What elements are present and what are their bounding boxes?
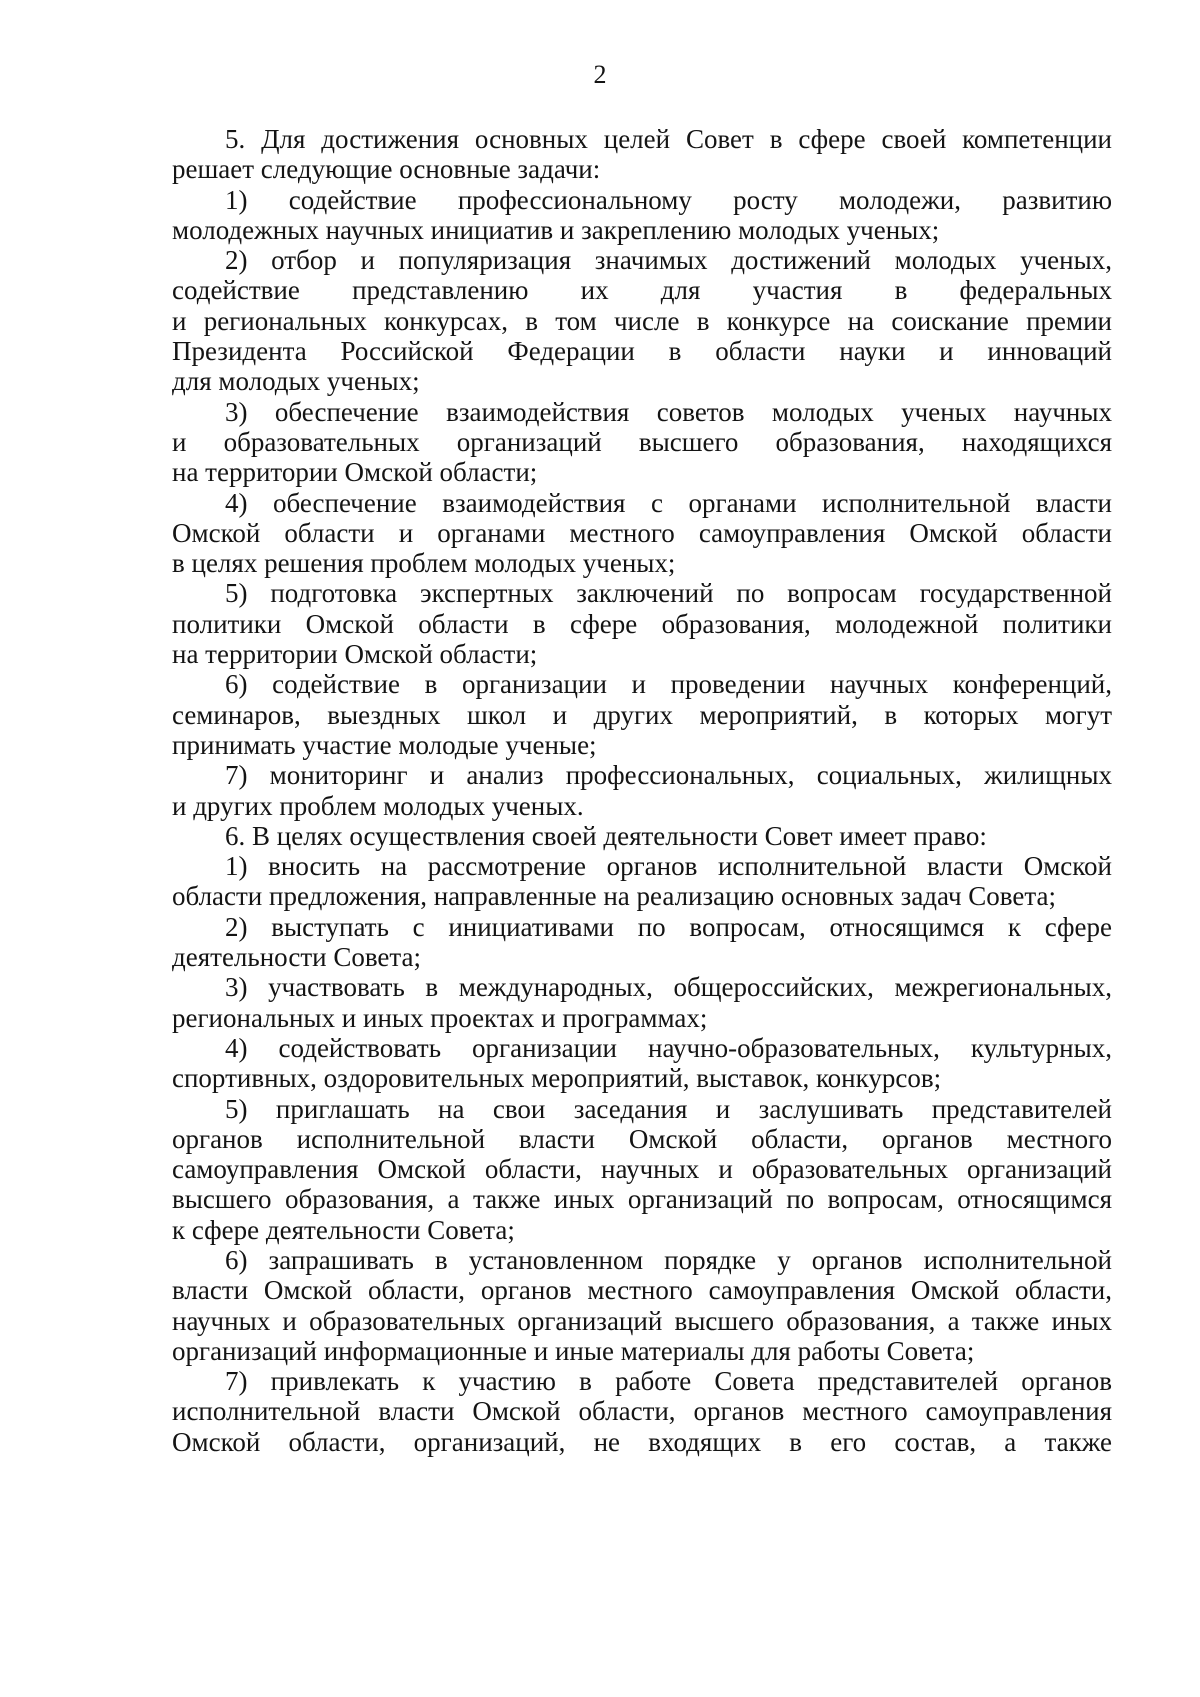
text-line: области предложения, направленные на реализацию основных задач Совета;	[172, 881, 1056, 912]
text-line: исполнительной власти Омской области, органов местного самоуправления	[172, 1396, 1112, 1427]
clause-5-item-6	[172, 669, 1112, 760]
document-body	[172, 124, 1112, 1457]
text-line: принимать участие молодые ученые;	[172, 729, 597, 760]
text-line: для молодых ученых;	[172, 366, 420, 397]
text-line: 2) отбор и популяризация значимых достижений молодых ученых,	[225, 245, 1112, 276]
text-line: в целях решения проблем молодых ученых;	[172, 548, 676, 579]
text-line: 2) выступать с инициативами по вопросам, относящимся к сфере	[225, 911, 1112, 942]
text-line: семинаров, выездных школ и других мероприятий, в которых могут	[172, 699, 1112, 730]
text-line: к сфере деятельности Совета;	[172, 1214, 515, 1245]
text-line: и региональных конкурсах, в том числе в конкурсе на соискание премии	[172, 305, 1112, 336]
text-line: научных и образовательных организаций высшего образования, а также иных	[172, 1305, 1112, 1336]
text-line: организаций информационные и иные материалы для работы Совета;	[172, 1335, 975, 1366]
text-line: 5) приглашать на свои заседания и заслушивать представителей	[225, 1093, 1112, 1124]
clause-5-intro	[172, 124, 1112, 185]
text-line: молодежных научных инициатив и закреплению молодых ученых;	[172, 214, 940, 245]
clause-6-item-3	[172, 972, 1112, 1033]
clause-5-item-3	[172, 397, 1112, 488]
clause-5-item-7	[172, 760, 1112, 821]
text-line: политики Омской области в сфере образования, молодежной политики	[172, 608, 1112, 639]
text-line: деятельности Совета;	[172, 942, 422, 973]
clause-5-item-2	[172, 245, 1112, 396]
text-line: 6) содействие в организации и проведении научных конференций,	[225, 669, 1112, 700]
clause-6-item-1	[172, 851, 1112, 912]
text-line: 1) вносить на рассмотрение органов исполнительной власти Омской	[225, 851, 1112, 882]
text-line: региональных и иных проектах и программах;	[172, 1002, 708, 1033]
text-line: Президента Российской Федерации в области науки и инноваций	[172, 336, 1112, 367]
text-line: 4) обеспечение взаимодействия с органами исполнительной власти	[225, 487, 1112, 518]
text-line: 1) содействие профессиональному росту молодежи, развитию	[225, 184, 1112, 215]
text-line: 5. Для достижения основных целей Совет в сфере своей компетенции	[225, 124, 1112, 154]
text-line: спортивных, оздоровительных мероприятий, выставок, конкурсов;	[172, 1063, 942, 1094]
clause-6-item-2	[172, 912, 1112, 973]
text-line: Омской области и органами местного самоуправления Омской области	[172, 517, 1112, 548]
text-line: и других проблем молодых ученых.	[172, 790, 584, 821]
clause-5-item-5	[172, 578, 1112, 669]
text-line: и образовательных организаций высшего образования, находящихся	[172, 426, 1112, 457]
text-line: органов исполнительной власти Омской области, органов местного	[172, 1123, 1112, 1154]
clause-6-item-6	[172, 1245, 1112, 1366]
text-line: 6) запрашивать в установленном порядке у органов исполнительной	[225, 1244, 1112, 1275]
clause-5-item-1	[172, 185, 1112, 246]
text-line: 7) мониторинг и анализ профессиональных, социальных, жилищных	[225, 760, 1112, 791]
text-line: 3) участвовать в международных, общероссийских, межрегиональных,	[225, 972, 1112, 1003]
text-line: 3) обеспечение взаимодействия советов молодых ученых научных	[225, 396, 1112, 427]
clause-6-item-4	[172, 1033, 1112, 1094]
text-line: 6. В целях осуществления своей деятельности Совет имеет право:	[225, 820, 987, 851]
text-line: Омской области, организаций, не входящих в его состав, а также	[172, 1426, 1112, 1457]
text-line: самоуправления Омской области, научных и образовательных организаций	[172, 1154, 1112, 1185]
text-line: 7) привлекать к участию в работе Совета представителей органов	[225, 1366, 1112, 1397]
text-line: решает следующие основные задачи:	[172, 154, 601, 185]
clause-6-item-5	[172, 1094, 1112, 1245]
page-number: 2	[593, 60, 607, 89]
clause-6-intro	[172, 821, 1112, 851]
text-line: на территории Омской области;	[172, 639, 538, 670]
text-line: 5) подготовка экспертных заключений по вопросам государственной	[225, 578, 1112, 609]
text-line: на территории Омской области;	[172, 457, 538, 488]
text-line: власти Омской области, органов местного самоуправления Омской области,	[172, 1275, 1112, 1306]
clause-6-item-7	[172, 1366, 1112, 1457]
text-line: высшего образования, а также иных организаций по вопросам, относящимся	[172, 1184, 1112, 1215]
clause-5-item-4	[172, 488, 1112, 579]
text-line: 4) содействовать организации научно-образовательных, культурных,	[225, 1032, 1112, 1063]
text-line: содействие представлению их для участия в федеральных	[172, 275, 1112, 306]
